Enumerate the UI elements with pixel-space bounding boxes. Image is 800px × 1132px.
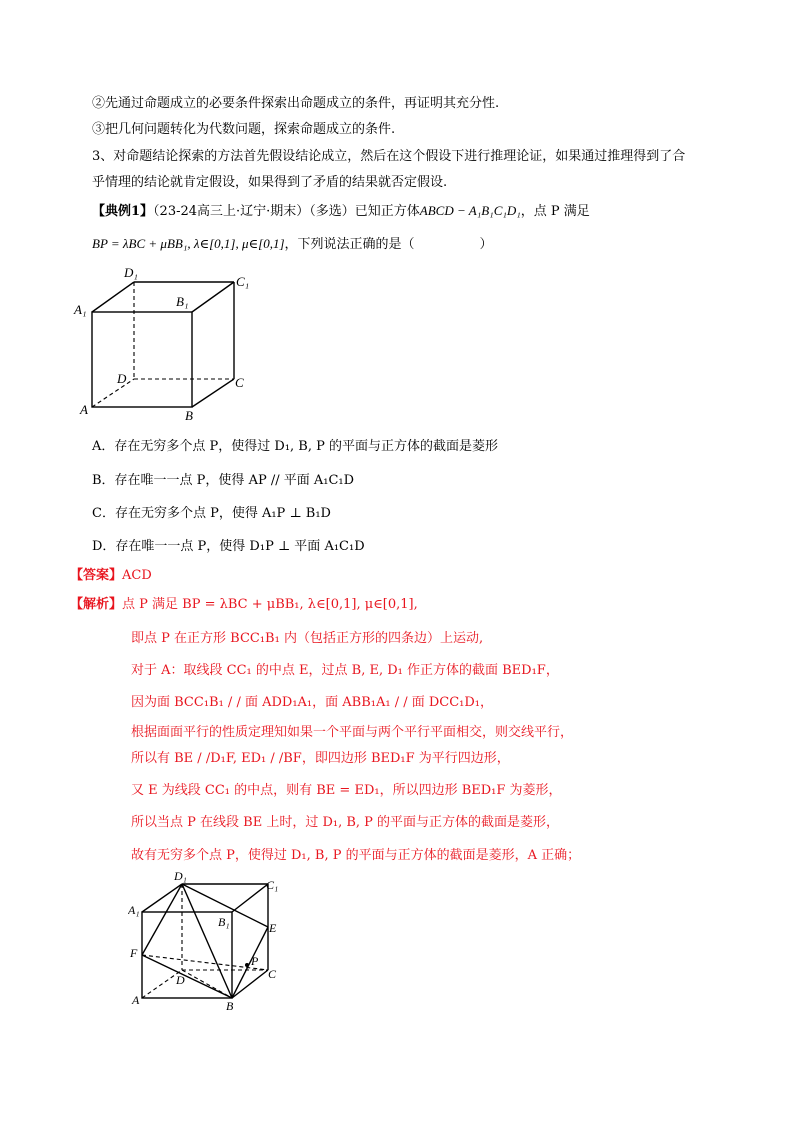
cube-figure-2 — [128, 868, 288, 1013]
cube-figure-1 — [70, 262, 260, 422]
fig2-label-a: A — [132, 993, 140, 1007]
fig2-label-d: D — [176, 973, 185, 987]
option-b: B．存在唯一一点 P，使得 AP // 平面 A₁C₁D — [92, 473, 355, 488]
analysis-line-6: 所以有 BE / /D₁F, ED₁ / /BF，即四边形 BED₁F 为平行四边形， — [131, 751, 510, 766]
example-cube-name: ABCD − A₁B₁C₁D₁ — [419, 203, 521, 218]
intro-line-3: ③把几何问题转化为代数问题，探索命题成立的条件. — [92, 122, 396, 137]
example-question: ，下列说法正确的是（ ） — [284, 237, 493, 252]
analysis-first-line — [70, 595, 418, 615]
fig2-label-d1: D₁ — [174, 869, 187, 883]
fig1-label-d: D — [117, 371, 127, 386]
example-condition: BP = λBC + μBB₁, λ∈[0,1], μ∈[0,1] — [92, 236, 285, 251]
fig1-label-c1: C₁ — [236, 274, 250, 289]
analysis-line-2: 即点 P 在正方形 BCC₁B₁ 内（包括正方形的四条边）上运动, — [131, 631, 484, 646]
option-c: C．存在无穷多个点 P，使得 A₁P ⊥ B₁D — [92, 506, 331, 521]
option-a: A．存在无穷多个点 P，使得过 D₁, B, P 的平面与正方体的截面是菱形 — [92, 439, 498, 454]
fig1-label-c: C — [235, 375, 244, 390]
example-after-cube: ，点 P 满足 — [520, 204, 590, 219]
intro-line-2: ②先通过命题成立的必要条件探索出命题成立的条件，再证明其充分性. — [92, 96, 500, 111]
fig1-label-b1: B₁ — [176, 294, 189, 309]
example-heading — [92, 201, 590, 222]
fig1-label-d1: D₁ — [124, 265, 138, 280]
example-source: （23-24高三上·辽宁·期末）（多选）已知正方体 — [153, 204, 420, 219]
fig1-label-a: A — [80, 402, 88, 417]
analysis-label: 【解析】 — [70, 597, 123, 612]
analysis-line-1: 点 P 满足 BP = λBC + μBB₁, λ∈[0,1], μ∈[0,1], — [122, 597, 418, 612]
analysis-line-9: 故有无穷多个点 P，使得过 D₁, B, P 的平面与正方体的截面是菱形，A 正确； — [131, 848, 581, 863]
fig2-label-b: B — [226, 999, 234, 1013]
fig2-label-c: C — [268, 967, 277, 981]
intro-point-3a: 3、对命题结论探索的方法首先假设结论成立，然后在这个假设下进行推理论证，如果通过推理得到了合 — [92, 149, 686, 164]
fig2-label-a1: A₁ — [128, 903, 140, 917]
option-d: D．存在唯一一点 P，使得 D₁P ⊥ 平面 A₁C₁D — [92, 539, 365, 554]
intro-point-3b: 乎情理的结论就肯定假设，如果得到了矛盾的结果就否定假设. — [92, 175, 448, 190]
example-tag: 【典例1】 — [92, 204, 154, 219]
answer-value: ACD — [122, 568, 152, 583]
fig2-label-b1: B₁ — [218, 915, 230, 929]
analysis-line-8: 所以当点 P 在线段 BE 上时，过 D₁, B, P 的平面与正方体的截面是菱形， — [131, 815, 560, 830]
analysis-line-7: 又 E 为线段 CC₁ 的中点，则有 BE = ED₁，所以四边形 BED₁F 为菱形， — [131, 783, 562, 798]
analysis-line-3: 对于 A：取线段 CC₁ 的中点 E，过点 B, E, D₁ 作正方体的截面 BED₁F， — [131, 663, 559, 678]
answer-label: 【答案】 — [70, 568, 123, 583]
fig2-label-c1: C₁ — [266, 878, 279, 892]
example-condition-line — [92, 234, 493, 255]
analysis-line-5: 根据面面平行的性质定理知如果一个平面与两个平行平面相交，则交线平行， — [131, 725, 574, 740]
fig1-label-a1: A₁ — [74, 302, 87, 317]
fig2-label-e: E — [269, 921, 277, 935]
fig2-label-p: P — [251, 954, 259, 968]
analysis-line-4: 因为面 BCC₁B₁ / / 面 ADD₁A₁，面 ABB₁A₁ / / 面 DCC₁D₁， — [131, 695, 494, 710]
fig2-label-f: F — [130, 946, 138, 960]
answer-line — [70, 566, 152, 586]
fig1-label-b: B — [185, 408, 193, 422]
